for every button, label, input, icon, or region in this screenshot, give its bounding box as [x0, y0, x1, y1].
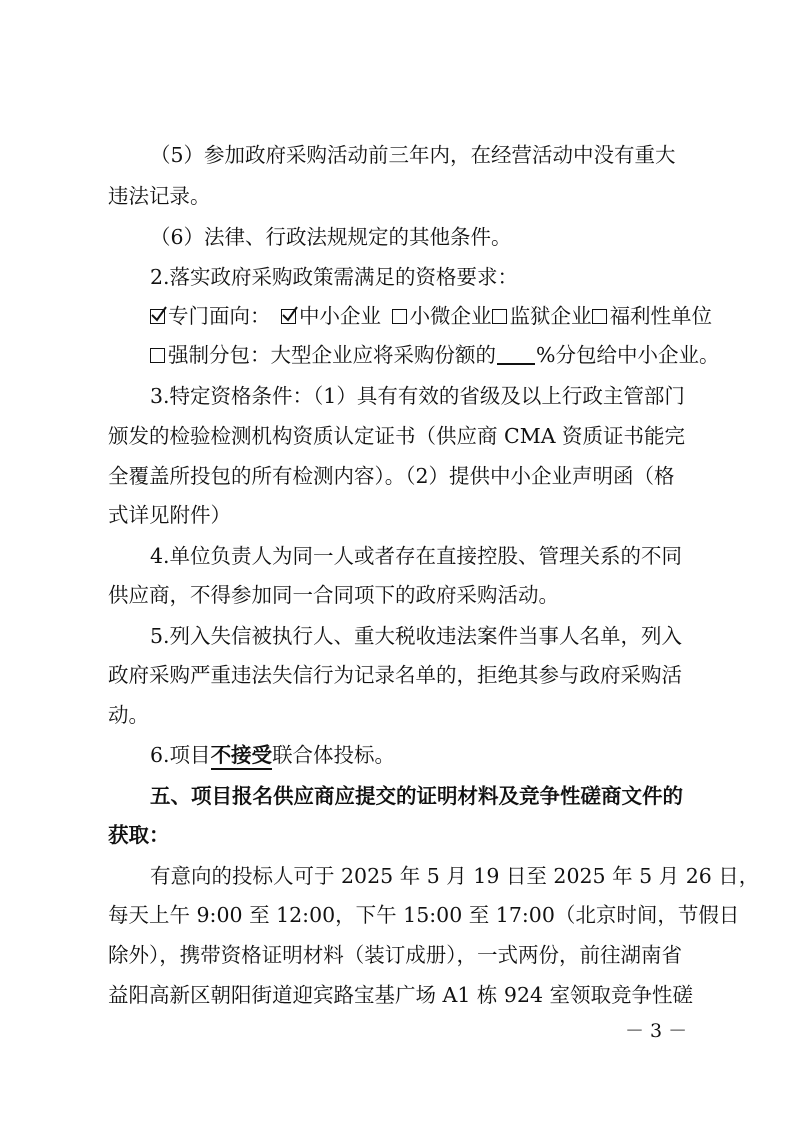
special-label: 专门面向： — [168, 304, 271, 328]
section-5-heading-line2: 获取： — [108, 823, 170, 847]
not-accept-emphasis: 不接受 — [211, 743, 273, 770]
para-3-line3: 全覆盖所投包的所有检测内容）。（2）提供中小企业声明函（格 — [108, 464, 675, 488]
para-3-line1: 3.特定资格条件：（1）具有有效的省级及以上行政主管部门 — [150, 384, 685, 408]
para-apply-line4: 益阳高新区朝阳街道迎宾路宝基广场 A1 栋 924 室领取竞争性磋 — [108, 983, 694, 1007]
forced-row — [150, 340, 720, 370]
para-4-line2: 供应商，不得参加同一合同项下的政府采购活动。 — [108, 583, 559, 607]
para-4-line1: 4.单位负责人为同一人或者存在直接控股、管理关系的不同 — [150, 544, 683, 568]
para-apply-line2: 每天上午 9:00 至 12:00，下午 15:00 至 17:00（北京时间，节假日 — [108, 903, 740, 927]
para-3-line4: 式详见附件） — [108, 503, 231, 527]
prison-label: 监狱企业 — [509, 304, 592, 328]
special-checkbox[interactable] — [150, 309, 165, 324]
para-6: （6）法律、行政法规规定的其他条件。 — [150, 225, 512, 249]
para-5b-line1: 5.列入失信被执行人、重大税收违法案件当事人名单，列入 — [150, 624, 683, 648]
page-number: － 3 － — [625, 1020, 688, 1042]
policy-heading: 2.落实政府采购政策需满足的资格要求： — [150, 265, 519, 289]
para-apply-line1: 有意向的投标人可于 2025 年 5 月 19 日至 2025 年 5 月 26 日， — [150, 864, 760, 888]
sme-label: 中小企业 — [299, 304, 382, 328]
welfare-checkbox[interactable] — [592, 309, 607, 324]
sme-checkbox[interactable] — [281, 309, 296, 324]
forced-text-a: 强制分包：大型企业应将采购份额的 — [168, 343, 496, 367]
para-6b-a: 6.项目 — [150, 743, 211, 767]
para-apply-line3: 除外），携带资格证明材料（装订成册），一式两份，前往湖南省 — [108, 943, 682, 967]
micro-checkbox[interactable] — [392, 309, 407, 324]
section-5-heading-line1: 五、项目报名供应商应提交的证明材料及竞争性磋商文件的 — [150, 784, 683, 808]
forced-text-b: %分包给中小企业。 — [536, 343, 720, 367]
special-row — [150, 301, 713, 331]
prison-checkbox[interactable] — [492, 309, 507, 324]
percent-blank — [497, 343, 535, 365]
para-5-line1: （5）参加政府采购活动前三年内，在经营活动中没有重大 — [150, 143, 676, 167]
para-6b-c: 联合体投标。 — [272, 743, 396, 767]
para-3-line2: 颁发的检验检测机构资质认定证书（供应商 CMA 资质证书能完 — [108, 424, 686, 448]
micro-label: 小微企业 — [409, 304, 492, 328]
para-6b — [150, 740, 698, 770]
para-5b-line3: 动。 — [108, 703, 149, 727]
para-5b-line2: 政府采购严重违法失信行为记录名单的，拒绝其参与政府采购活 — [108, 663, 682, 687]
para-5-line2: 违法记录。 — [108, 184, 211, 208]
forced-checkbox[interactable] — [150, 348, 165, 363]
welfare-label: 福利性单位 — [609, 304, 713, 328]
